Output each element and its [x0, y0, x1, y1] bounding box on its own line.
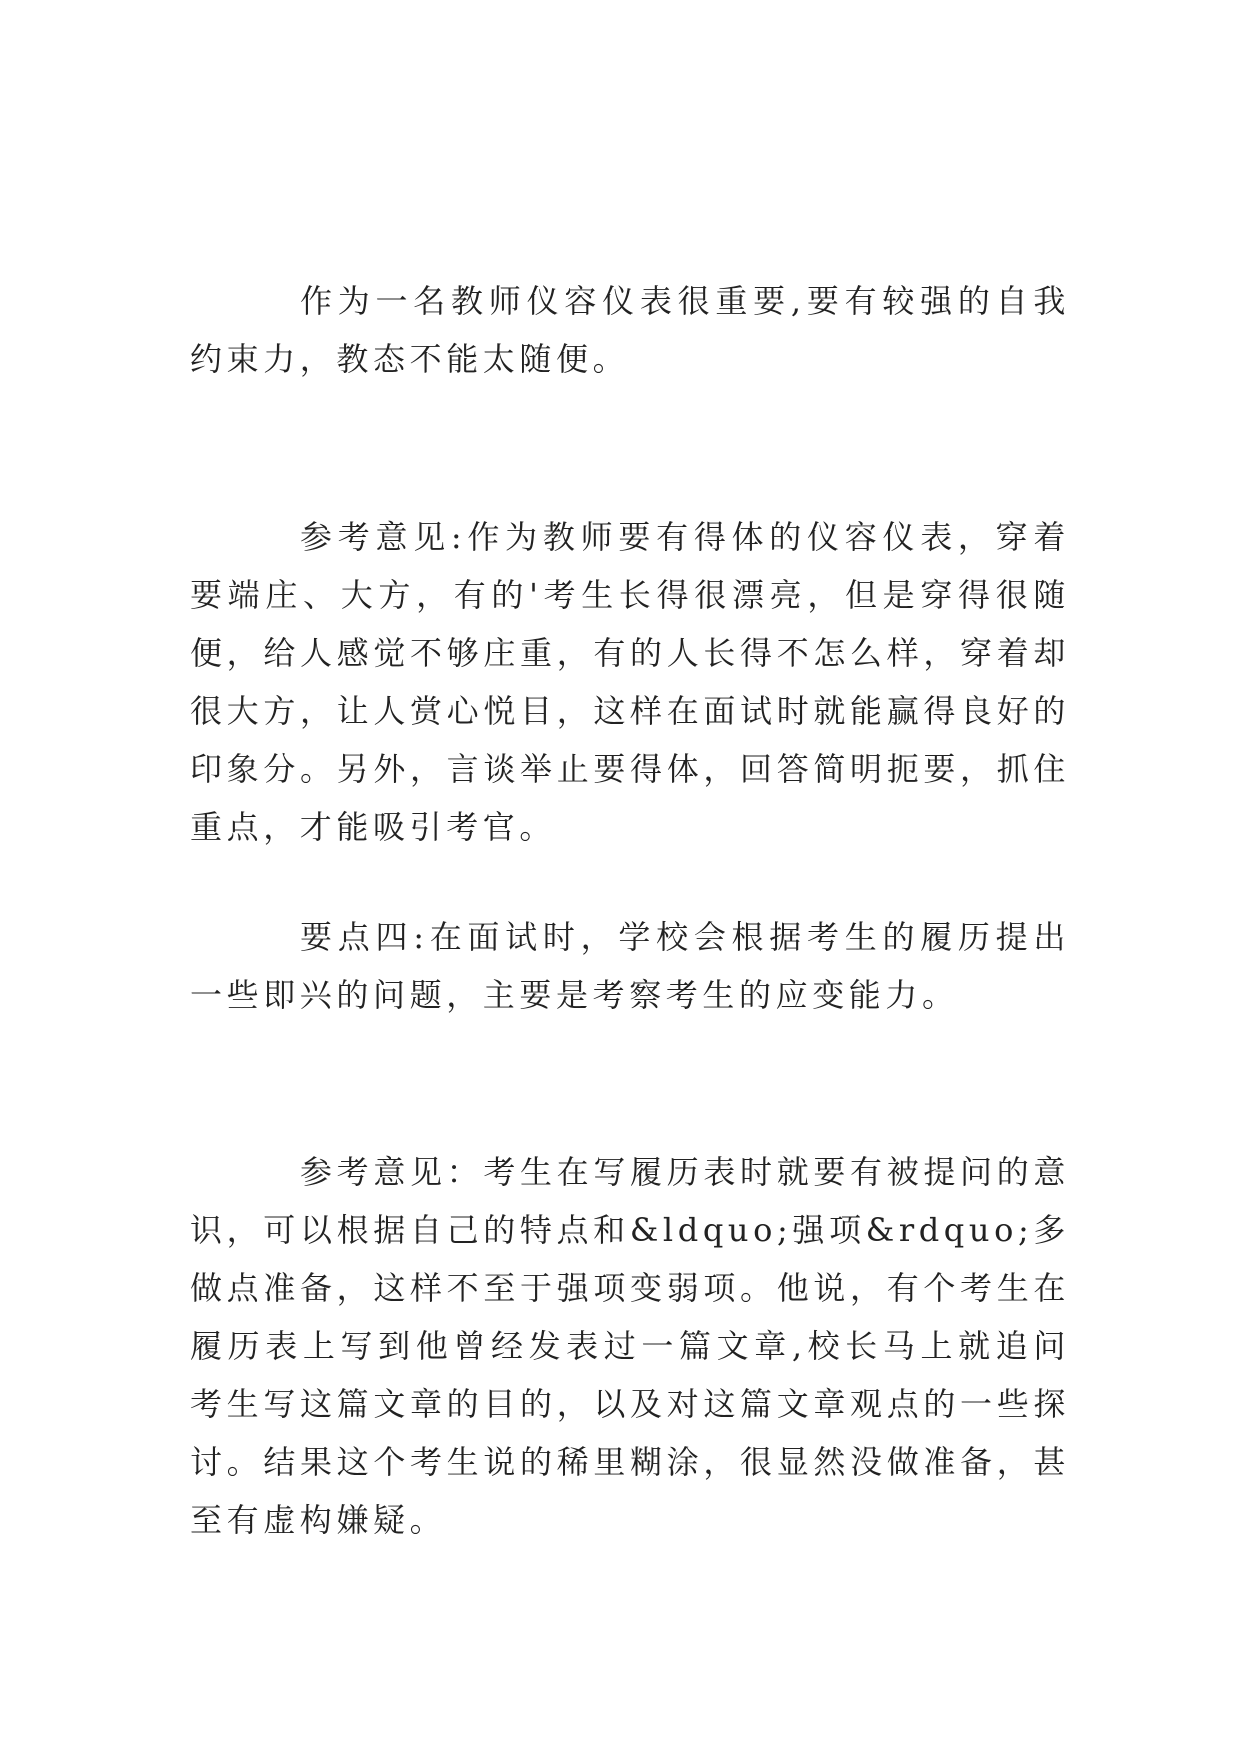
paragraph-reference-opinion-appearance: 参考意见:作为教师要有得体的仪容仪表，穿着要端庄、大方，有的'考生长得很漂亮，但是穿得很随便，给人感觉不够庄重，有的人长得不怎么样，穿着却很大方，让人赏心悦目，这样在面试时就能赢得良好的印象分。另外，言谈举止要得体，回答简明扼要，抓住重点，才能吸引考官。 — [190, 518, 1070, 846]
paragraph-reference-opinion-resume: 参考意见：考生在写履历表时就要有被提问的意识，可以根据自己的特点和&ldquo;强项&rdquo;多做点准备，这样不至于强项变弱项。他说，有个考生在履历表上写到他曾经发表过一篇文章,校长马上就追问考生写这篇文章的目的，以及对这篇文章观点的一些探讨。结果这个考生说的稀里糊涂，很显然没做准备，甚至有虚构嫌疑。 — [190, 1153, 1070, 1539]
paragraph-appearance-importance: 作为一名教师仪容仪表很重要,要有较强的自我约束力，教态不能太随便。 — [190, 282, 1070, 378]
paragraph-key-point-four: 要点四:在面试时，学校会根据考生的履历提出一些即兴的问题，主要是考察考生的应变能力。 — [190, 918, 1070, 1014]
